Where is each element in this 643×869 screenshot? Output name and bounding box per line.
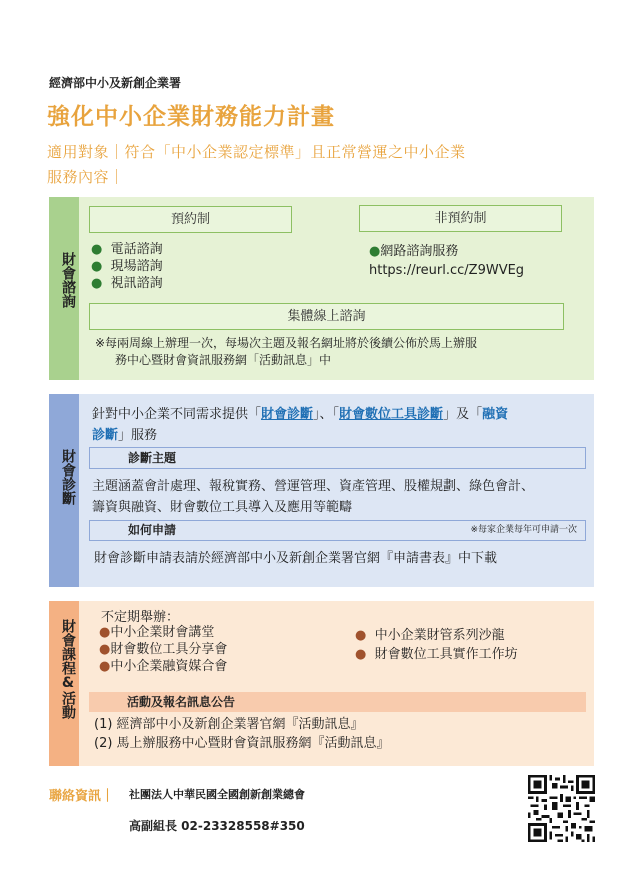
list-item: ●中小企業融資媒合會 [99,659,228,674]
list-item: ● 視訊諮詢 [91,276,163,291]
apply-text: 財會診斷申請表請於經濟部中小及新創企業署官網『申請書表』中下載 [94,551,498,566]
diagnosis-intro: 針對中小企業不同需求提供「財會診斷」、「財會數位工具診斷」及「融資 診斷」服務 [92,407,509,443]
list-item: ● 電話諮詢 [91,242,163,257]
consult-side-label: 財會諮詢 [60,252,76,308]
apply-note: ※每家企業每年可申請一次 [470,525,577,535]
list-item: ● 財會數位工具實作工作坊 [355,647,518,662]
agency-name: 經濟部中小及新創企業署 [49,76,182,90]
booked-label: 預約制 [89,206,292,233]
contact-label: 聯絡資訊｜ [49,789,115,804]
contact-person: 高副組長 02-23328558#350 [129,819,305,833]
online-service: ●網路諮詢服務 [369,244,459,259]
diagnosis-section [49,394,594,587]
contact-org: 社團法人中華民國全國創新創業總會 [129,788,305,801]
irregular-label: 不定期舉辦： [101,610,180,625]
page-title: 強化中小企業財務能力計畫 [47,104,335,130]
consult-note: ※每兩周線上辦理一次，每場次主題及報名網址將於後續公佈於馬上辦服 務中心暨財會資訊服務網「活動訊息」中 [95,336,478,367]
unbooked-label: 非預約制 [359,205,562,232]
list-item: ●財會數位工具分享會 [99,642,228,657]
courses-section [49,601,594,766]
list-item: ●中小企業財會講堂 [99,625,215,640]
booked-list [91,241,163,292]
courses-side-label: 財會課程&活動 [60,619,76,719]
qr-code-icon[interactable] [528,775,595,842]
courses-right-list [355,626,518,664]
list-item: ● 中小企業財管系列沙龍 [355,628,505,643]
service-heading: 服務內容｜ [47,168,125,186]
announce-label: 活動及報名訊息公告 [89,692,586,712]
group-consult-label: 集體線上諮詢 [89,303,564,330]
diagnosis-topics: 主題涵蓋會計處理、報稅實務、營運管理、資產管理、股權規劃、綠色會計、 籌資與融資、財會數位工具導入及應用等範疇 [92,479,535,515]
courses-left-list [99,624,227,675]
list-item: ● 現場諮詢 [91,259,163,274]
announce-list [94,715,390,753]
list-item: (1) 經濟部中小及新創企業署官網『活動訊息』 [94,717,364,732]
consult-section [49,197,594,380]
target-audience: 適用對象｜符合「中小企業認定標準」且正常營運之中小企業 [47,143,466,161]
diagnosis-side-label: 財會診斷 [60,449,76,505]
apply-label: 如何申請 ※每家企業每年可申請一次 [89,520,586,541]
online-url-link[interactable]: https://reurl.cc/Z9WVEg [369,263,525,278]
list-item: (2) 馬上辦服務中心暨財會資訊服務網『活動訊息』 [94,736,390,751]
diagnosis-topic-label: 診斷主題 [89,447,586,469]
